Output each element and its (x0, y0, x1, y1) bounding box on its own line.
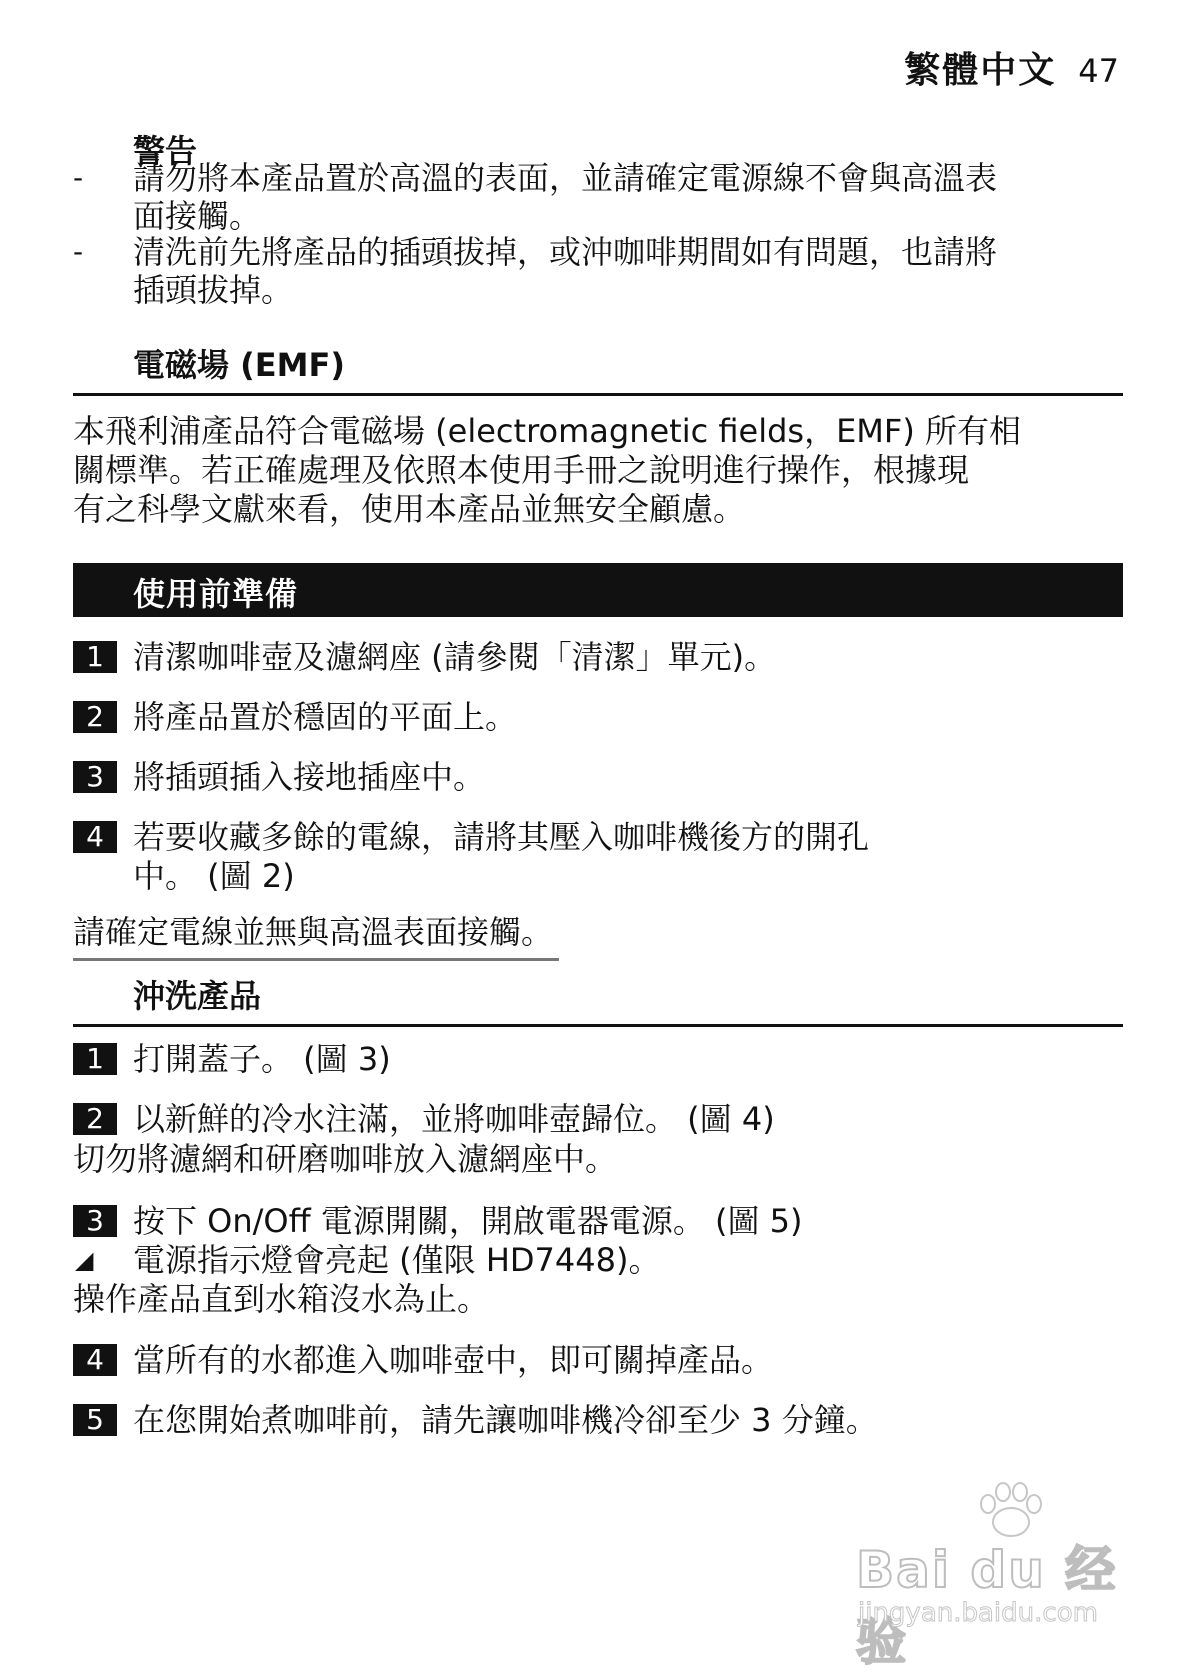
warning-item-line: 插頭拔掉。 (133, 271, 294, 309)
step-text: 以新鮮的冷水注滿，並將咖啡壺歸位。 (圖 4) (133, 1100, 775, 1138)
baidu-watermark (846, 1480, 1126, 1671)
page-number: 47 (1078, 52, 1119, 90)
dash-marker: - (73, 235, 84, 268)
result-arrow-icon: ◢ (75, 1246, 94, 1274)
step-text: 在您開始煮咖啡前，請先讓咖啡機冷卻至少 3 分鐘。 (133, 1401, 878, 1439)
page-header (904, 42, 1119, 93)
step-text: 將產品置於穩固的平面上。 (133, 698, 518, 736)
prep-note: 請確定電線並無與高溫表面接觸。 (73, 912, 559, 961)
rinse-section-header (73, 976, 1123, 1016)
step-number: 4 (73, 821, 117, 853)
prep-heading: 使用前準備 (133, 575, 299, 613)
rinse-step (73, 1401, 1133, 1440)
rinse-step-subnote: 操作產品直到水箱沒水為止。 (73, 1280, 490, 1318)
emf-paragraph (73, 412, 1133, 529)
prep-step (73, 758, 1133, 797)
prep-step (73, 638, 1133, 677)
section-rule (73, 393, 1123, 396)
step-number: 3 (73, 1205, 117, 1237)
watermark-url: jingyan.baidu.com (858, 1598, 1098, 1628)
step-text: 打開蓋子。 (圖 3) (133, 1040, 391, 1078)
step-text: 若要收藏多餘的電線，請將其壓入咖啡機後方的開孔 (133, 818, 870, 856)
emf-section-header (73, 345, 1123, 385)
step-number: 3 (73, 761, 117, 793)
rinse-step (73, 1341, 1133, 1380)
step-number: 2 (73, 1103, 117, 1135)
step-number: 2 (73, 701, 117, 733)
prep-section-bar (73, 563, 1123, 617)
prep-step (73, 818, 1133, 896)
rinse-step (73, 1202, 1133, 1241)
step-text: 按下 On/Off 電源開關，開啟電器電源。 (圖 5) (133, 1202, 803, 1240)
dash-marker: - (73, 161, 84, 194)
warning-item (73, 159, 1123, 235)
rinse-step-result (73, 1241, 1133, 1280)
step-text-continued: 中。 (圖 2) (133, 857, 295, 895)
warning-item (73, 233, 1123, 309)
emf-line: 關標準。若正確處理及依照本使用手冊之說明進行操作，根據現 (73, 451, 970, 489)
step-text: 將插頭插入接地插座中。 (133, 758, 486, 796)
step-text: 清潔咖啡壺及濾網座 (請參閱「清潔」單元)。 (133, 638, 777, 676)
step-text: 當所有的水都進入咖啡壺中，即可關掉產品。 (133, 1341, 774, 1379)
prep-step (73, 698, 1133, 737)
emf-heading: 電磁場 (EMF) (133, 346, 345, 384)
language-label: 繁體中文 (904, 50, 1057, 91)
warning-item-line: 面接觸。 (133, 197, 262, 235)
warning-heading: 警告 (133, 132, 198, 170)
warning-item-line: 請勿將本產品置於高溫的表面，並請確定電源線不會與高溫表 (133, 159, 998, 197)
watermark-brand: Bai du 经验 (856, 1541, 1118, 1671)
rinse-heading: 沖洗產品 (133, 977, 262, 1015)
result-text: 電源指示燈會亮起 (僅限 HD7448)。 (133, 1241, 661, 1279)
rinse-step-subnote: 切勿將濾網和研磨咖啡放入濾網座中。 (73, 1140, 618, 1178)
emf-line: 有之科學文獻來看，使用本產品並無安全顧慮。 (73, 490, 746, 528)
emf-line: 本飛利浦產品符合電磁場 (electromagnetic fields，EMF) 所有相 (73, 412, 1021, 450)
rinse-step (73, 1040, 1133, 1079)
warning-item-line: 清洗前先將產品的插頭拔掉，或沖咖啡期間如有問題，也請將 (133, 233, 998, 271)
section-rule (73, 1024, 1123, 1027)
step-number: 4 (73, 1344, 117, 1376)
step-number: 1 (73, 1043, 117, 1075)
step-number: 5 (73, 1404, 117, 1436)
rinse-step (73, 1100, 1133, 1139)
step-number: 1 (73, 641, 117, 673)
